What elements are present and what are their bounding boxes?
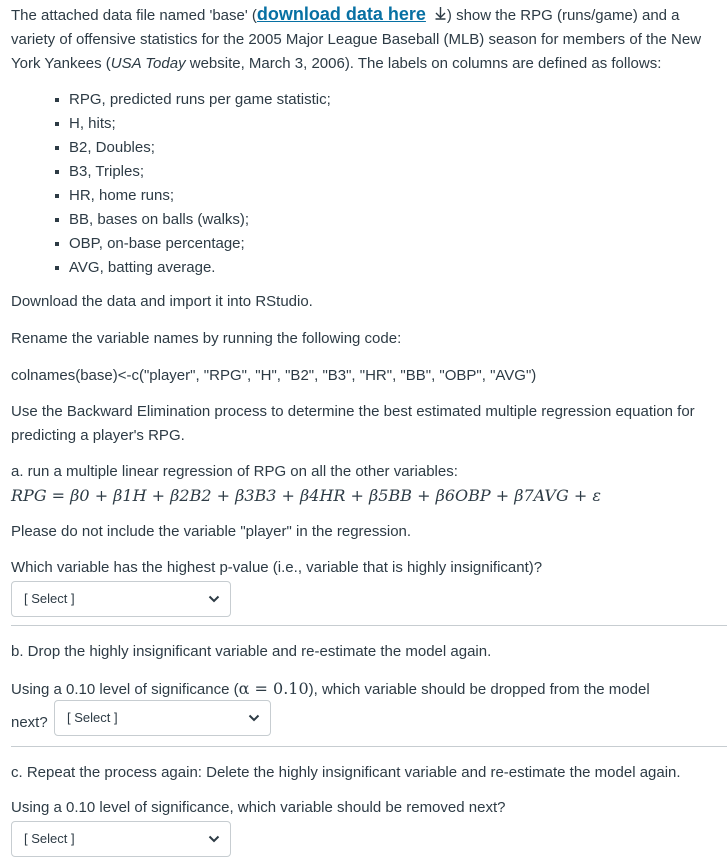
download-icon <box>434 4 447 28</box>
part-c-text: c. Repeat the process again: Delete the highly insignificant variable and re-estimate the model again. <box>11 764 681 781</box>
chevron-down-icon <box>208 594 220 604</box>
question-content <box>11 0 717 846</box>
definitions-list <box>11 88 717 280</box>
bullet-icon <box>55 218 59 222</box>
intro-source: USA Today <box>110 55 186 72</box>
divider <box>11 746 727 747</box>
intro-source-rest: website, March 3, 2006). The labels on columns are defined as follows: <box>185 55 662 72</box>
regression-equation: RPG = β0 + β1H + β2B2 + β3B3 + β4HR + β5BB + β6OBP + β7AVG + ε <box>11 486 601 505</box>
definition-text: H, hits; <box>69 115 116 132</box>
definition-text: HR, home runs; <box>69 187 175 204</box>
bullet-icon <box>55 266 59 270</box>
list-item <box>69 88 717 112</box>
part-a-text: a. run a multiple linear regression of RPG on all the other variables: <box>11 463 458 480</box>
definition-text: B2, Doubles; <box>69 139 155 156</box>
part-a-question: Which variable has the highest p-value (i.e., variable that is highly insignificant)? <box>11 559 543 576</box>
download-instruction: Download the data and import it into RStudio. <box>11 293 313 310</box>
rename-instruction: Rename the variable names by running the following code: <box>11 330 402 347</box>
list-item <box>69 208 717 232</box>
part-b-text: b. Drop the highly insignificant variable and re-estimate the model again. <box>11 643 492 660</box>
definition-text: AVG, batting average. <box>69 259 216 276</box>
bullet-icon <box>55 170 59 174</box>
part-c-select-value: [ Select ] <box>24 831 75 846</box>
list-item <box>69 184 717 208</box>
definition-text: OBP, on-base percentage; <box>69 235 245 252</box>
part-b-question <box>11 677 650 702</box>
part-b-select-value: [ Select ] <box>67 710 118 725</box>
part-b-question-next: next? <box>11 714 48 731</box>
definition-text: B3, Triples; <box>69 163 145 180</box>
definition-text: RPG, predicted runs per game statistic; <box>69 91 331 108</box>
part-c-question: Using a 0.10 level of significance, which variable should be removed next? <box>11 799 506 816</box>
part-b-question-pre: Using a 0.10 level of significance ( <box>11 681 239 698</box>
bullet-icon <box>55 194 59 198</box>
part-a-select-value: [ Select ] <box>24 591 75 606</box>
list-item <box>69 112 717 136</box>
code-line: colnames(base)<-c("player", "RPG", "H", "B2", "B3", "HR", "BB", "OBP", "AVG") <box>11 367 537 384</box>
part-c-select[interactable] <box>11 821 231 857</box>
alpha-value: α = 0.10 <box>238 679 309 698</box>
divider <box>11 625 727 626</box>
intro-post: ) show the RPG (runs/game) and a variety of offensive statistics for the 2005 Major League Baseball (MLB) season for members of the New York Yankees ( <box>11 7 702 72</box>
backward-elimination-instruction: Use the Backward Elimination process to determine the best estimated multiple regression equation for predicting a player's RPG. <box>11 403 695 444</box>
list-item <box>69 160 717 184</box>
intro-pre: The attached data file named 'base' ( <box>11 7 257 24</box>
bullet-icon <box>55 242 59 246</box>
part-b-question-post: ), which variable should be dropped from the model <box>308 681 650 698</box>
chevron-down-icon <box>208 834 220 844</box>
bullet-icon <box>55 98 59 102</box>
bullet-icon <box>55 146 59 150</box>
list-item <box>69 256 717 280</box>
definition-text: BB, bases on balls (walks); <box>69 211 250 228</box>
part-a-select[interactable] <box>11 581 231 617</box>
part-a-note: Please do not include the variable "player" in the regression. <box>11 523 412 540</box>
chevron-down-icon <box>248 713 260 723</box>
intro-paragraph <box>11 0 717 76</box>
part-b-select[interactable] <box>54 700 271 736</box>
list-item <box>69 232 717 256</box>
download-data-link[interactable]: download data here <box>256 4 426 24</box>
bullet-icon <box>55 122 59 126</box>
list-item <box>69 136 717 160</box>
